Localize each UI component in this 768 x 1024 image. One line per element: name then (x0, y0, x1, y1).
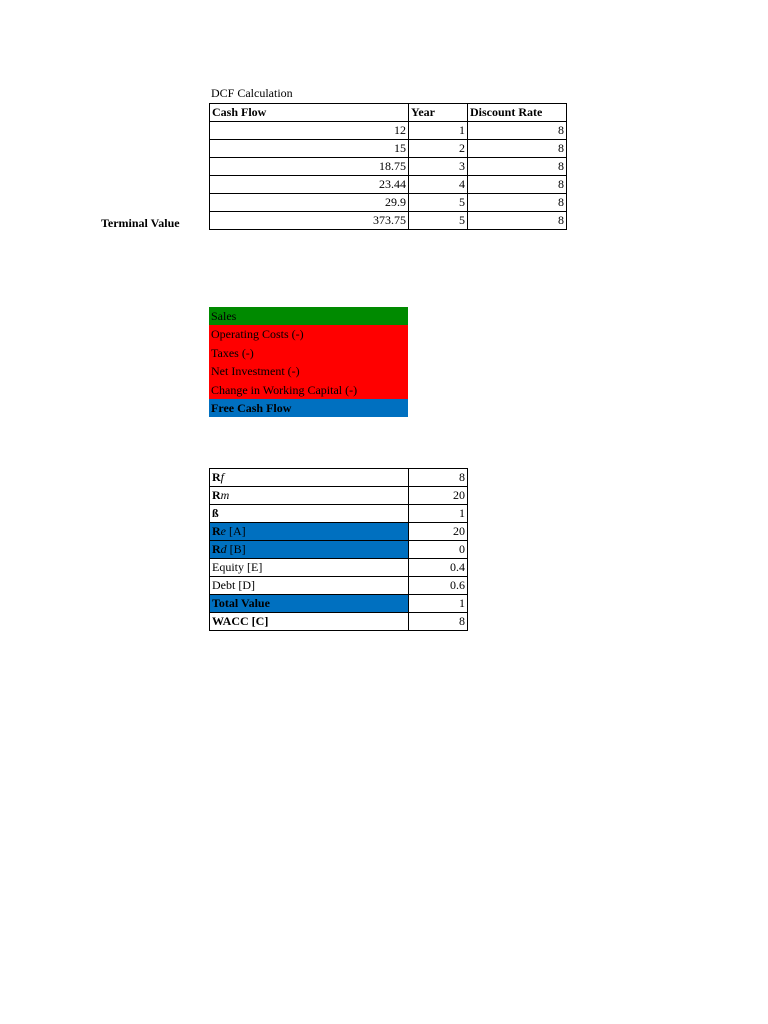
wacc-row-rm (210, 487, 468, 505)
header-cash-flow: Cash Flow (210, 104, 409, 122)
wacc-label: Rd [B] (210, 541, 409, 559)
table-row (210, 176, 567, 194)
year-cell: 1 (409, 122, 468, 140)
wacc-row-debt (210, 577, 468, 595)
wacc-label: Equity [E] (210, 559, 409, 577)
wacc-value: 20 (409, 487, 468, 505)
wacc-label: ß (210, 505, 409, 523)
wacc-label: Rm (210, 487, 409, 505)
rate-cell: 8 (468, 140, 567, 158)
year-cell: 3 (409, 158, 468, 176)
wacc-label: Re [A] (210, 523, 409, 541)
wacc-label: Total Value (210, 595, 409, 613)
rate-cell: 8 (468, 194, 567, 212)
year-cell: 4 (409, 176, 468, 194)
fcf-item-working-capital: Change in Working Capital (-) (209, 381, 408, 399)
wacc-value: 8 (409, 613, 468, 631)
wacc-row-total-value (210, 595, 468, 613)
wacc-label: Rf (210, 469, 409, 487)
wacc-value: 0 (409, 541, 468, 559)
wacc-value: 8 (409, 469, 468, 487)
fcf-item-taxes: Taxes (-) (209, 344, 408, 362)
wacc-value: 0.4 (409, 559, 468, 577)
dcf-header-row (210, 104, 567, 122)
table-row (210, 158, 567, 176)
fcf-item-sales: Sales (209, 307, 408, 325)
wacc-row-rd (210, 541, 468, 559)
year-cell: 5 (409, 194, 468, 212)
wacc-value: 1 (409, 505, 468, 523)
year-cell: 2 (409, 140, 468, 158)
table-row (210, 122, 567, 140)
fcf-item-operating-costs: Operating Costs (-) (209, 325, 408, 343)
wacc-label: WACC [C] (210, 613, 409, 631)
cash-flow-cell: 18.75 (210, 158, 409, 176)
rate-cell: 8 (468, 122, 567, 140)
wacc-label: Debt [D] (210, 577, 409, 595)
year-cell: 5 (409, 212, 468, 230)
wacc-row-beta (210, 505, 468, 523)
wacc-row-re (210, 523, 468, 541)
rate-cell: 8 (468, 212, 567, 230)
terminal-value-label: Terminal Value (101, 216, 180, 230)
wacc-value: 0.6 (409, 577, 468, 595)
cash-flow-cell: 23.44 (210, 176, 409, 194)
wacc-row-equity (210, 559, 468, 577)
cash-flow-cell: 29.9 (210, 194, 409, 212)
dcf-caption: DCF Calculation (211, 86, 293, 100)
wacc-table (209, 468, 468, 631)
fcf-item-free-cash-flow: Free Cash Flow (209, 399, 408, 417)
wacc-row-rf (210, 469, 468, 487)
rate-cell: 8 (468, 176, 567, 194)
terminal-value-row (210, 212, 567, 230)
rate-cell: 8 (468, 158, 567, 176)
wacc-value: 20 (409, 523, 468, 541)
cash-flow-cell: 373.75 (210, 212, 409, 230)
table-row (210, 140, 567, 158)
fcf-item-net-investment: Net Investment (-) (209, 362, 408, 380)
free-cash-flow-breakdown (209, 307, 408, 417)
wacc-row-wacc (210, 613, 468, 631)
header-discount-rate: Discount Rate (468, 104, 567, 122)
wacc-value: 1 (409, 595, 468, 613)
cash-flow-cell: 12 (210, 122, 409, 140)
header-year: Year (409, 104, 468, 122)
dcf-table (209, 103, 567, 230)
table-row (210, 194, 567, 212)
cash-flow-cell: 15 (210, 140, 409, 158)
